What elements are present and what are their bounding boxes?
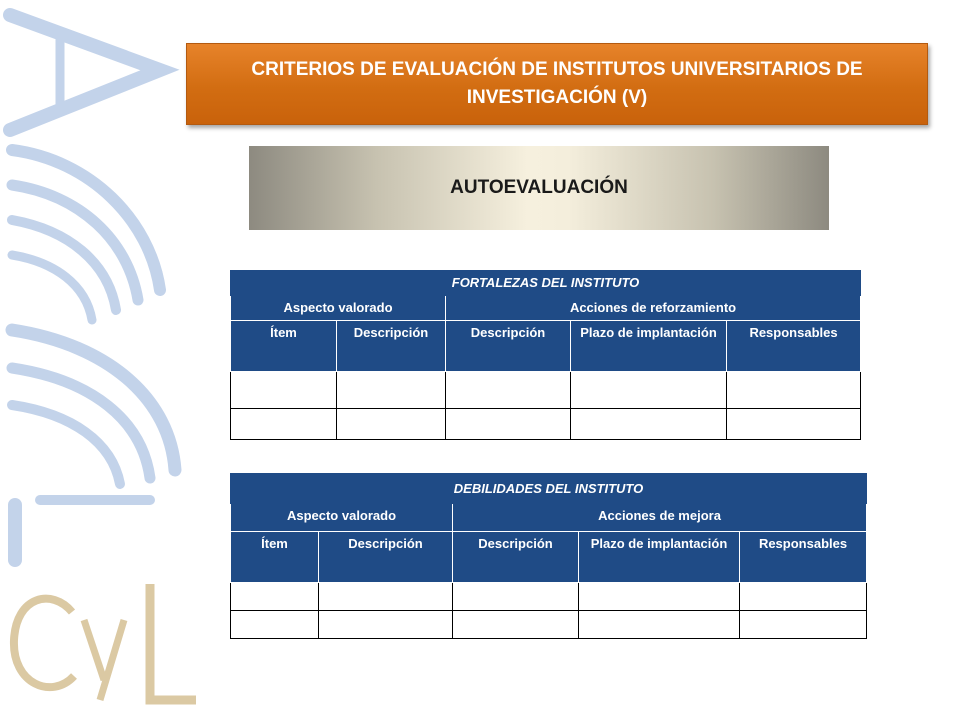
table-row [231, 611, 867, 639]
table-cell[interactable] [319, 583, 453, 611]
strengths-table-title: FORTALEZAS DEL INSTITUTO [231, 271, 861, 296]
strengths-col-deadline: Plazo de implantación [571, 321, 727, 372]
table-cell[interactable] [579, 611, 740, 639]
table-row [231, 372, 861, 409]
title-banner [186, 43, 928, 125]
strengths-col-item: Ítem [231, 321, 337, 372]
page-subtitle: AUTOEVALUACIÓN [450, 177, 628, 198]
strengths-col-action-description: Descripción [446, 321, 571, 372]
weaknesses-group-actions: Acciones de mejora [453, 504, 867, 532]
strengths-table [230, 270, 861, 440]
table-cell[interactable] [571, 409, 727, 440]
weaknesses-col-action-description: Descripción [453, 532, 579, 583]
table-cell[interactable] [231, 372, 337, 409]
strengths-group-assessed-aspect: Aspecto valorado [231, 296, 446, 321]
table-cell[interactable] [740, 583, 867, 611]
table-cell[interactable] [231, 611, 319, 639]
table-row [231, 583, 867, 611]
weaknesses-col-description: Descripción [319, 532, 453, 583]
strengths-col-description: Descripción [337, 321, 446, 372]
table-cell[interactable] [337, 372, 446, 409]
table-cell[interactable] [571, 372, 727, 409]
table-cell[interactable] [446, 409, 571, 440]
table-cell[interactable] [453, 611, 579, 639]
table-cell[interactable] [453, 583, 579, 611]
table-cell[interactable] [740, 611, 867, 639]
table-cell[interactable] [231, 583, 319, 611]
weaknesses-table [230, 473, 867, 639]
weaknesses-col-responsible: Responsables [740, 532, 867, 583]
table-cell[interactable] [727, 372, 861, 409]
table-cell[interactable] [727, 409, 861, 440]
strengths-col-responsible: Responsables [727, 321, 861, 372]
table-cell[interactable] [446, 372, 571, 409]
strengths-group-actions: Acciones de reforzamiento [446, 296, 861, 321]
page-title: CRITERIOS DE EVALUACIÓN DE INSTITUTOS UNIVERSITARIOS DE INVESTIGACIÓN (V) [251, 59, 863, 108]
weaknesses-group-assessed-aspect: Aspecto valorado [231, 504, 453, 532]
weaknesses-col-item: Ítem [231, 532, 319, 583]
subtitle-banner [249, 146, 829, 230]
table-cell[interactable] [319, 611, 453, 639]
table-cell[interactable] [579, 583, 740, 611]
weaknesses-col-deadline: Plazo de implantación [579, 532, 740, 583]
table-cell[interactable] [337, 409, 446, 440]
weaknesses-table-title: DEBILIDADES DEL INSTITUTO [231, 474, 867, 504]
table-row [231, 409, 861, 440]
table-cell[interactable] [231, 409, 337, 440]
